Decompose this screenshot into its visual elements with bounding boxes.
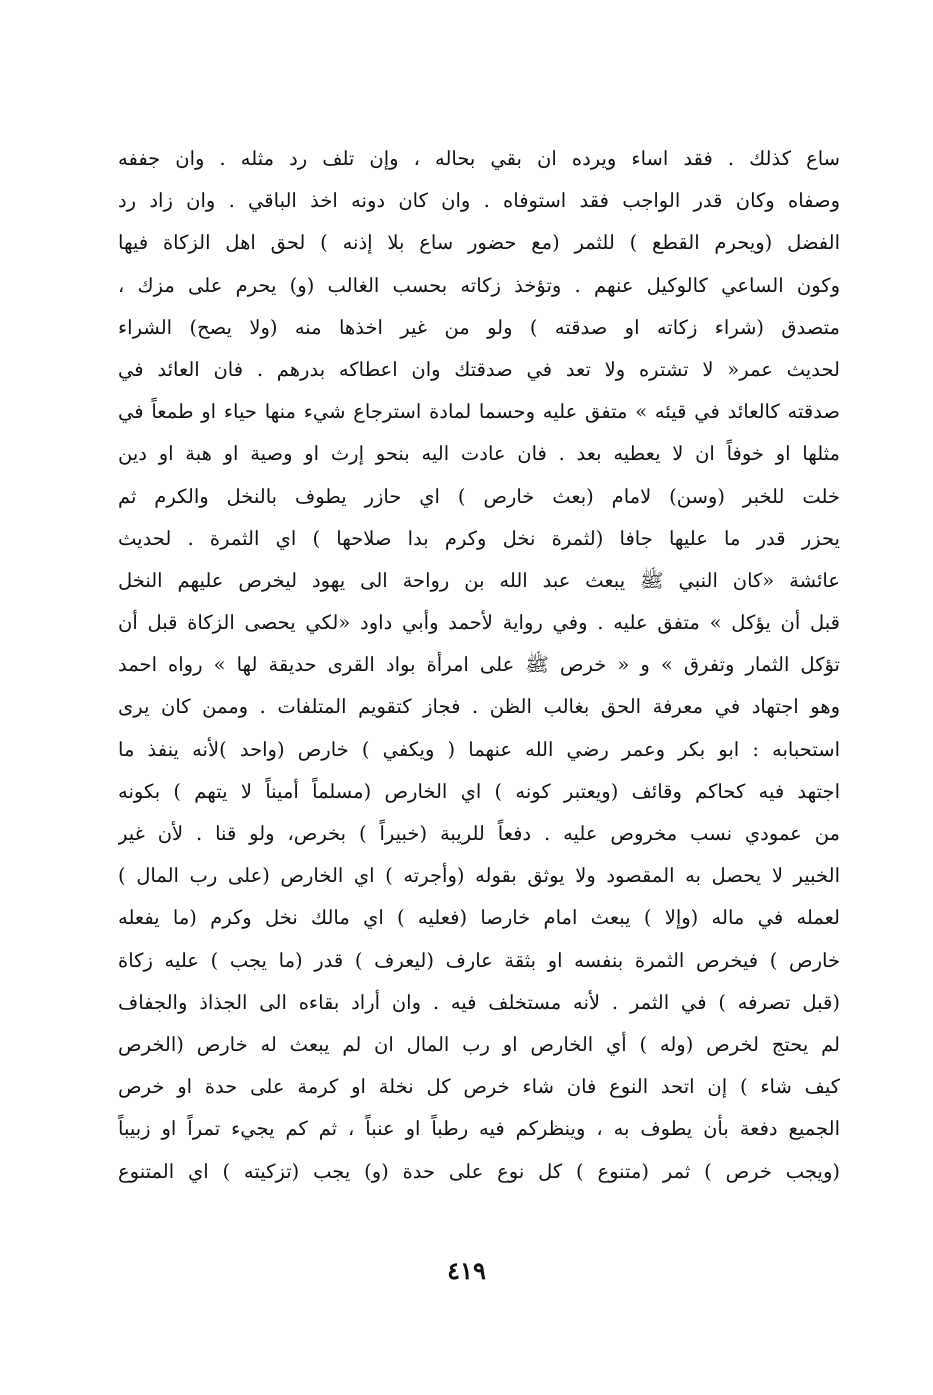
text-line: الجميع دفعة بأن يطوف به ، وينظركم فيه رطباً او عنباً ، ثم كم يجيء تمراً او زبيباً: [118, 1117, 840, 1141]
text-line: الفضل (ويحرم القطع ) للثمر (مع حضور ساع بلا إذنه ) لحق اهل الزكاة فيها: [118, 231, 840, 255]
text-line: لعمله في ماله (وإلا ) يبعث امام خارصا (فعليه ) اي مالك نخل وكرم (ما يفعله: [118, 906, 840, 930]
text-line: وكون الساعي كالوكيل عنهم . وتؤخذ زكاته بحسب الغالب (و) يحرم على مزك ،: [118, 273, 840, 297]
text-line: خارص ) فيخرص الثمرة بنفسه او بثقة عارف (ليعرف ) قدر (ما يجب ) عليه زكاة: [118, 948, 840, 972]
text-line: الخبير لا يحصل به المقصود ولا يوثق بقوله (وأجرته ) اي الخارص (على رب المال ): [118, 864, 840, 888]
text-line: اجتهد فيه كحاكم وقائف (ويعتبر كونه ) اي الخارص (مسلماً أميناً لا يتهم ) بكونه: [118, 779, 840, 803]
text-line: ساع كذلك . فقد اساء ويرده ان بقي بحاله ، وإن تلف رد مثله . وان جففه: [118, 147, 840, 170]
text-line: استحبابه : ابو بكر وعمر رضي الله عنهما ( ويكفي ) خارص (واحد )لأنه ينفذ ما: [118, 737, 840, 761]
text-line: لحديث عمر« لا تشتره ولا تعد في صدقتك وان اعطاكه بدرهم . فان العائد في: [118, 357, 840, 381]
text-line: متصدق (شراء زكاته او صدقته ) ولو من غير اخذها منه (ولا يصح) الشراء: [118, 315, 840, 339]
text-line: مثلها او خوفاً ان لا يعطيه بعد . فان عادت اليه بنحو إرث او وصية او هبة او دين: [118, 442, 840, 466]
text-line: كيف شاء ) إن اتحد النوع فان شاء خرص كل نخلة او كرمة على حدة او خرص: [118, 1075, 840, 1099]
text-line: عائشة «كان النبي ﷺ يبعث عبد الله بن رواحة الى يهود ليخرص عليهم النخل: [118, 568, 840, 592]
text-line: يحزر قدر ما عليها جافا (لثمرة نخل وكرم بدا صلاحها ) اي الثمرة . لحديث: [118, 526, 840, 550]
text-line: صدقته كالعائد في قيئه » متفق عليه وحسما لمادة استرجاع شيء منها حياء او طمعاً في: [118, 400, 840, 424]
text-line: وهو اجتهاد في معرفة الحق بغالب الظن . فجاز كتقويم المتلفات . وممن كان يرى: [118, 695, 840, 719]
text-line: قبل أن يؤكل » متفق عليه . وفي رواية لأحمد وأبي داود «لكي يحصى الزكاة قبل أن: [118, 611, 840, 635]
page-number: ٤١٩: [447, 1256, 486, 1285]
text-line: من عمودي نسب مخروص عليه . دفعاً للريبة (خبيراً ) بخرص، ولو قنا . لأن غير: [118, 822, 840, 845]
body-text: [118, 138, 840, 1218]
text-line: خلت للخبر (وسن) لامام (بعث خارص ) اي حازر يطوف بالنخل والكرم ثم: [118, 484, 840, 508]
text-line: وصفاه وكان قدر الواجب فقد استوفاه . وان كان دونه اخذ الباقي . وان زاد رد: [118, 189, 840, 213]
text-line: (قبل تصرفه ) في الثمر . لأنه مستخلف فيه . وان أراد بقاءه الى الجذاذ والجفاف: [118, 990, 840, 1014]
text-line: لم يحتج لخرص (وله ) أي الخارص او رب المال ان لم يبعث له خارص (الخرص: [118, 1032, 840, 1056]
text-line: تؤكل الثمار وتفرق » و « خرص ﷺ على امرأة بواد القرى حديقة لها » رواه احمد: [118, 653, 840, 677]
text-line: (ويجب خرص ) ثمر (متنوع ) كل نوع على حدة (و) يجب (تزكيته ) اي المتنوع: [118, 1159, 840, 1183]
